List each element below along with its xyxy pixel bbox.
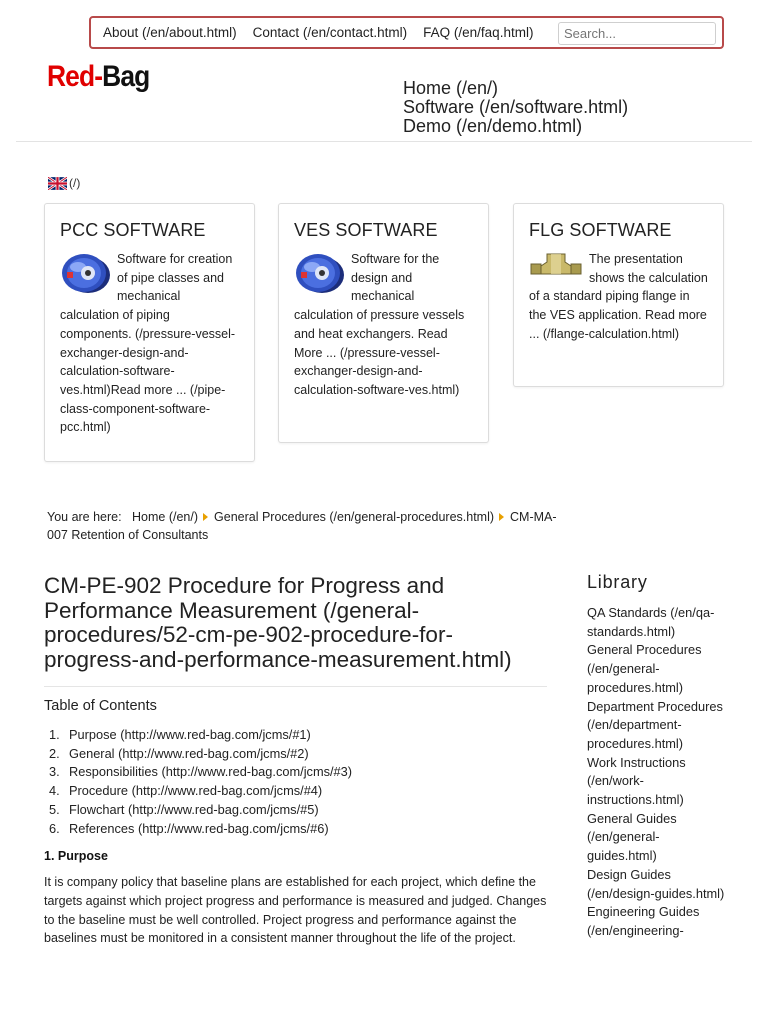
sidebar-item-engineering-guides[interactable]: Engineering Guides (/en/engineering- (587, 904, 700, 938)
title-divider (44, 686, 547, 687)
toc-item[interactable]: 2. General (http://www.red-bag.com/jcms/#2) (49, 745, 309, 761)
nav-software-link[interactable]: Software (/en/software.html) (403, 97, 629, 117)
card-description[interactable]: Software for creation of pipe classes and mechanical calculation of piping components. (/pressure-vessel-exchanger-design-and-calculation-software-ves.html)Read more ... (/pipe-class-component-software-pcc.html) (60, 252, 236, 435)
sidebar-item-general-guides[interactable]: General Guides (/en/general-guides.html) (587, 810, 677, 864)
toc-item[interactable]: 3. Responsibilities (http://www.red-bag.com/jcms/#3) (49, 764, 353, 780)
breadcrumb-prefix: You are here: (47, 510, 122, 524)
card-title: PCC SOFTWARE (60, 220, 206, 240)
header-divider (16, 141, 752, 142)
sidebar-title: Library (587, 572, 648, 592)
toc-item[interactable]: 5. Flowchart (http://www.red-bag.com/jcms/#5) (49, 801, 319, 817)
logo-red-text: Red (47, 60, 95, 93)
logo-bag-text: Bag (102, 60, 150, 93)
breadcrumb (47, 508, 557, 544)
breadcrumb-arrow-icon (499, 513, 504, 521)
search-input[interactable] (558, 22, 716, 45)
language-switcher[interactable] (48, 176, 80, 190)
uk-flag-icon (48, 177, 67, 190)
sidebar-item-department-procedures[interactable]: Department Procedures (/en/department-procedures.html) (587, 698, 723, 751)
nav-demo-link[interactable]: Demo (/en/demo.html) (403, 116, 583, 136)
toc-item[interactable]: 4. Procedure (http://www.red-bag.com/jcms/#4) (49, 783, 323, 799)
faq-link[interactable]: FAQ (/en/faq.html) (423, 25, 534, 40)
card-description[interactable]: The presentation shows the calculation of a standard piping flange in the VES application. Read more ... (/flange-calculation.html) (529, 252, 708, 341)
card-title: VES SOFTWARE (294, 220, 438, 240)
card-title: FLG SOFTWARE (529, 220, 672, 240)
article (44, 574, 547, 948)
toc-item[interactable]: 6. References (http://www.red-bag.com/jcms/#6) (49, 820, 329, 836)
flange-icon (529, 252, 583, 278)
sidebar-item-qa-standards[interactable]: QA Standards (/en/qa-standards.html) (587, 605, 715, 639)
sidebar-item-design-guides[interactable]: Design Guides (/en/design-guides.html) (587, 866, 725, 901)
sidebar-item-work-instructions[interactable]: Work Instructions (/en/work-instructions.html) (587, 754, 686, 808)
software-cd-icon (294, 252, 345, 294)
site-logo[interactable] (47, 60, 149, 94)
nav-home-link[interactable]: Home (/en/) (403, 78, 499, 98)
flg-software-card (513, 203, 724, 387)
card-description[interactable]: Software for the design and mechanical calculation of pressure vessels and heat exchangers. Read More ... (/pressure-vessel-exchanger-design-and-calculation-software-ves.html) (294, 252, 465, 397)
page-title[interactable]: CM-PE-902 Procedure for Progress and Performance Measurement (/general-procedures/52-cm-pe-902-procedure-for-progress-and-performance-measurement.html) (44, 573, 512, 672)
breadcrumb-arrow-icon (203, 513, 208, 521)
main-navigation (403, 79, 628, 136)
breadcrumb-home-link[interactable]: Home (/en/) (132, 510, 199, 524)
software-cd-icon (60, 252, 111, 294)
section-heading-purpose: 1. Purpose (44, 849, 108, 864)
sidebar-item-general-procedures[interactable]: General Procedures (/en/general-procedures.html) (587, 642, 702, 695)
table-of-contents (44, 726, 547, 838)
logo-dash: - (94, 60, 103, 93)
about-link[interactable]: About (/en/about.html) (103, 25, 237, 40)
pcc-software-card (44, 203, 255, 462)
library-sidebar (587, 572, 727, 941)
toc-item[interactable]: 1. Purpose (http://www.red-bag.com/jcms/#1) (49, 727, 311, 742)
breadcrumb-general-link[interactable]: General Procedures (/en/general-procedures.html) (214, 510, 495, 524)
section-text-purpose: It is company policy that baseline plans are established for each project, which define the targets against which project progress and performance is measured and judged. Changes to the baseline must be well controlled. Project progress and performance against the baselines must be monitored in a consistent manner throughout the life of the project. (44, 875, 547, 946)
language-link[interactable]: (/) (69, 176, 81, 190)
top-navigation-bar (89, 16, 724, 49)
toc-title: Table of Contents (44, 698, 157, 714)
ves-software-card (278, 203, 489, 443)
contact-link[interactable]: Contact (/en/contact.html) (252, 25, 408, 40)
breadcrumb-current: CM-MA-007 Retention of Consultants (47, 510, 557, 542)
